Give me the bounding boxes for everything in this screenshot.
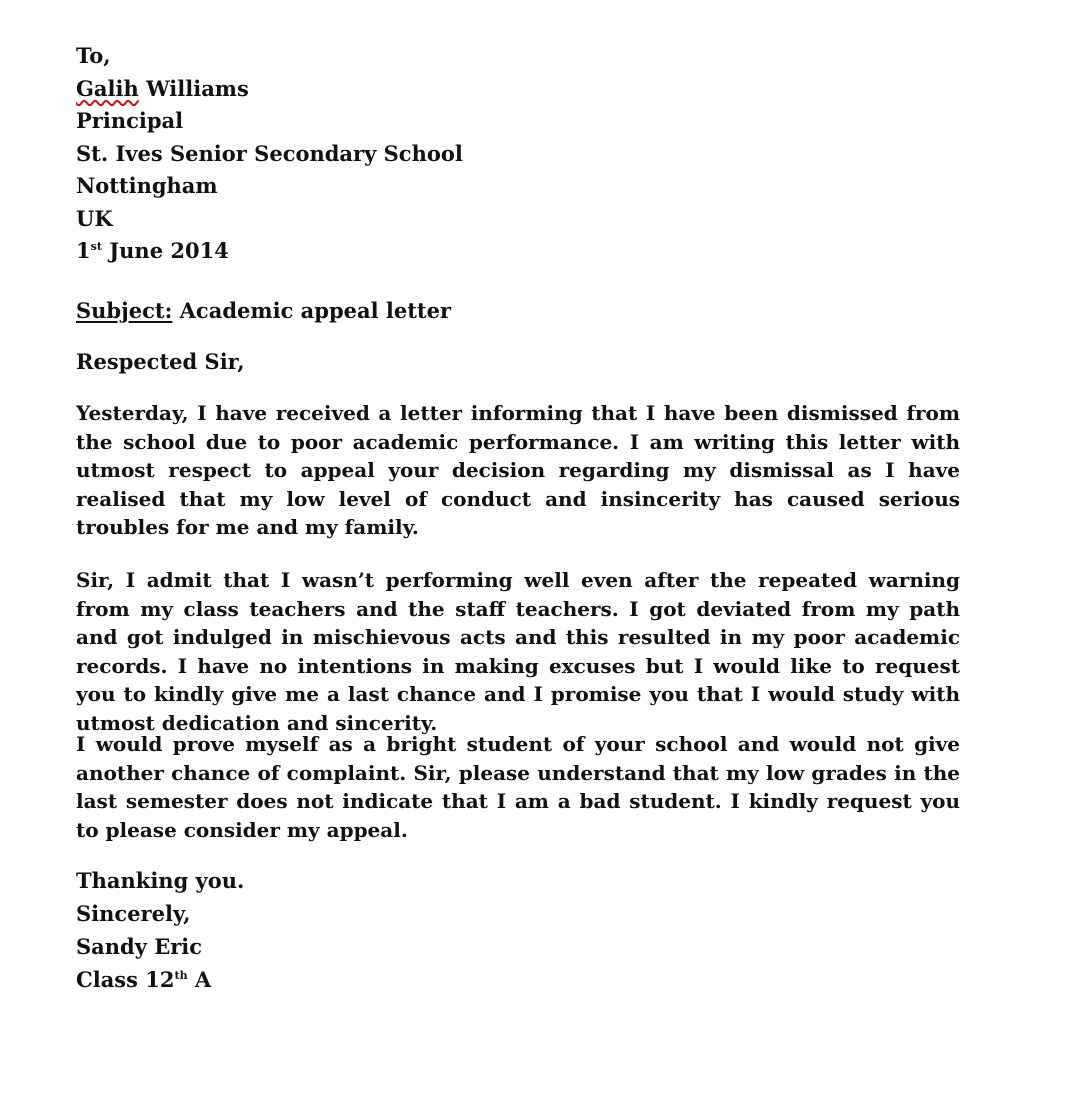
class-section: A xyxy=(187,967,212,992)
class-suffix: th xyxy=(174,969,188,982)
body-paragraph-2: Sir, I admit that I wasn’t performing well even after the repeated warning from my class teachers and the staff teachers. I got deviated from my path and got indulged in mischievous acts and this resulted in my poor academic records. I have no intentions in making excuses but I would like to request you to kindly give me a last chance and I promise you that I would study with utmost dedication and sincerity. xyxy=(76,568,960,735)
date-rest: June 2014 xyxy=(101,238,229,263)
letter-date xyxy=(76,235,463,268)
recipient-name xyxy=(76,73,463,106)
body-paragraph-1: Yesterday, I have received a letter informing that I have been dismissed from the school due to poor academic performance. I am writing this letter with utmost respect to appeal your decision regarding my dismissal as I have realised that my low level of conduct and insincerity has caused serious troubles for me and my family. xyxy=(76,401,960,539)
recipient-address-block xyxy=(76,40,463,268)
recipient-city: Nottingham xyxy=(76,173,218,198)
subject-line xyxy=(76,298,451,323)
to-line: To, xyxy=(76,43,111,68)
recipient-last-name: Williams xyxy=(138,75,249,101)
sign-off: Sincerely, xyxy=(76,901,191,926)
subject-label: Subject: xyxy=(76,298,173,323)
class-prefix: Class 12 xyxy=(76,967,175,992)
closing-block xyxy=(76,864,244,996)
subject-text: Academic appeal letter xyxy=(172,298,452,323)
recipient-country: UK xyxy=(76,205,113,231)
salutation: Respected Sir, xyxy=(76,349,245,374)
date-suffix: st xyxy=(90,240,102,253)
thanks-line: Thanking you. xyxy=(76,868,245,893)
sender-class xyxy=(76,963,244,996)
recipient-school: St. Ives Senior Secondary School xyxy=(76,140,463,166)
recipient-title: Principal xyxy=(76,108,184,133)
sender-name: Sandy Eric xyxy=(76,934,203,959)
date-day: 1 xyxy=(76,238,91,263)
body-paragraph-3: I would prove myself as a bright student of your school and would not give another chance of complaint. Sir, please understand that my low grades in the last semester does not indicate that I am a bad student. I kindly request you to please consider my appeal. xyxy=(76,732,960,842)
recipient-first-name: Galih xyxy=(76,75,139,101)
